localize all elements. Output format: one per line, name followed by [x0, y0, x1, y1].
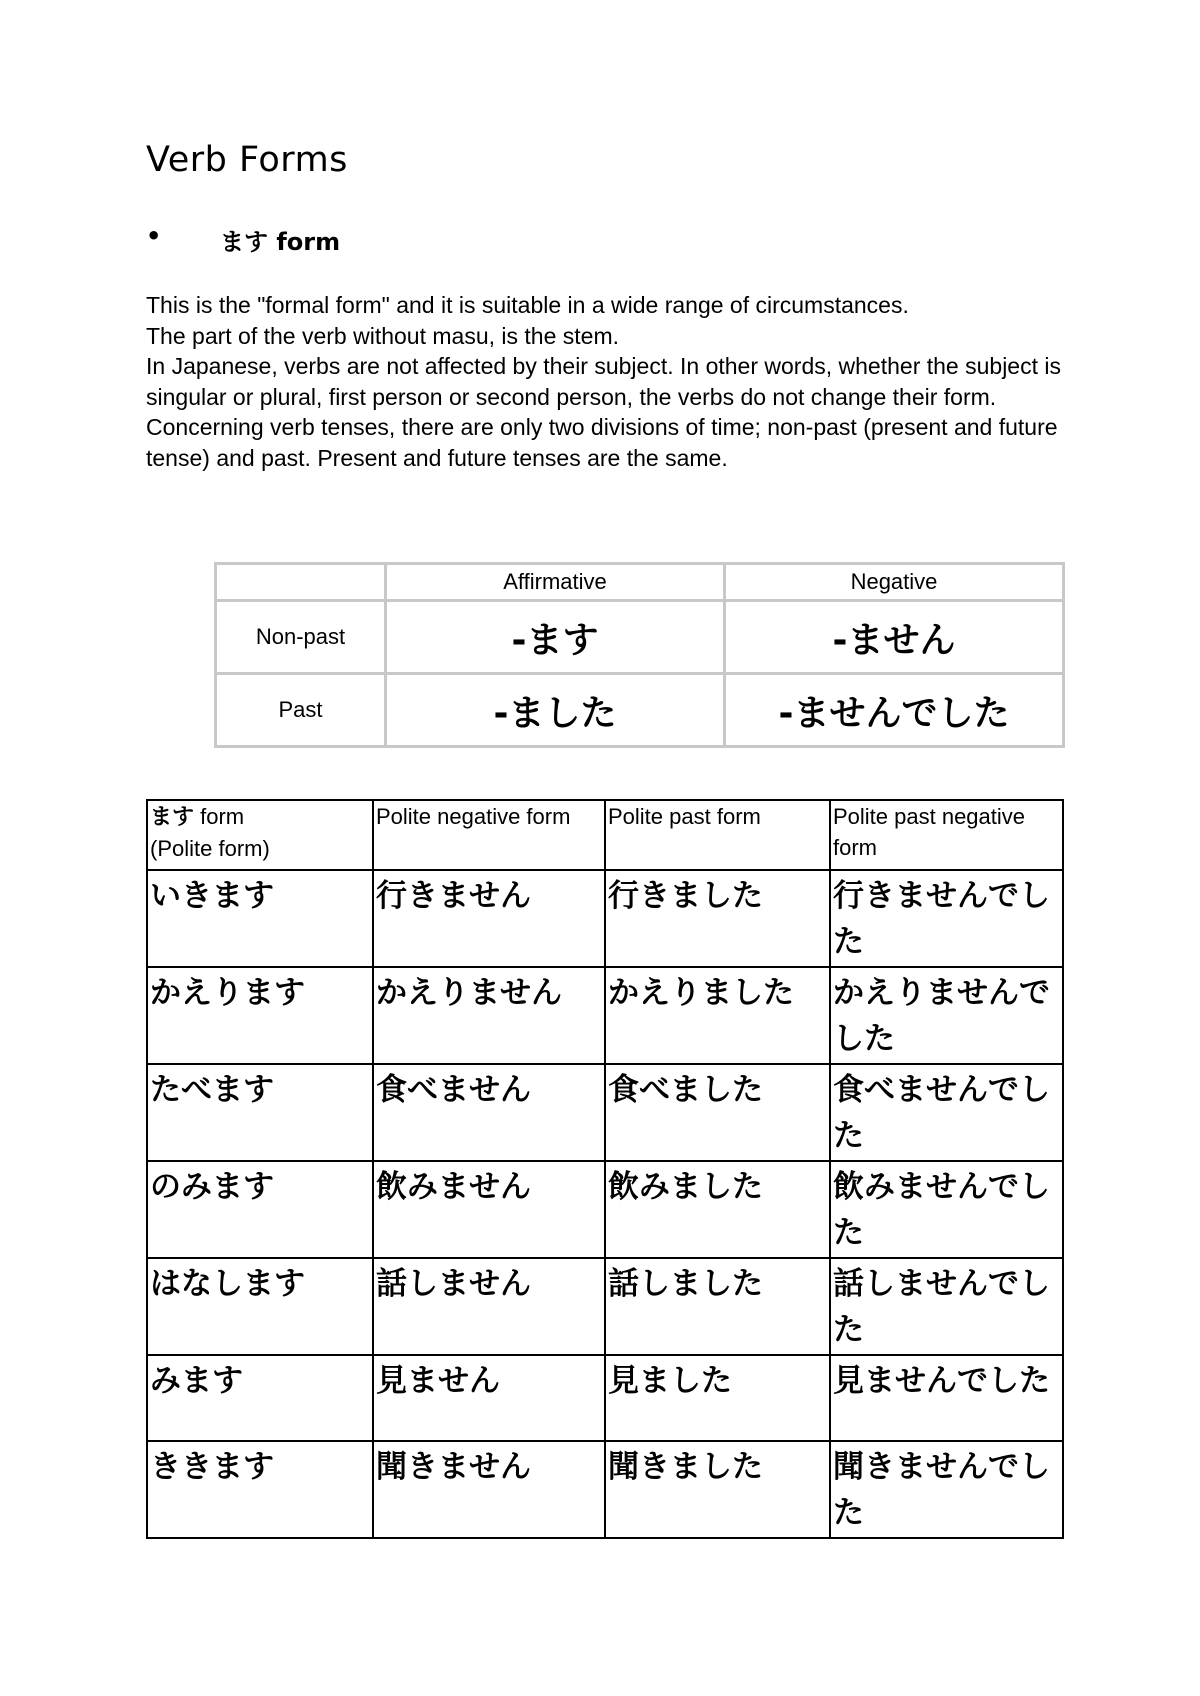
- table-cell: のみます: [147, 1161, 373, 1258]
- table-cell: 食べません: [373, 1064, 605, 1161]
- table-header-cell: Polite past form: [605, 800, 830, 870]
- table-cell: 聞きました: [605, 1441, 830, 1538]
- table-row: [147, 1064, 1063, 1161]
- table-cell: たべます: [147, 1064, 373, 1161]
- table-cell: 飲みませんでした: [830, 1161, 1063, 1258]
- intro-text: [146, 290, 1076, 473]
- table-cell: 聞きません: [373, 1441, 605, 1538]
- table-cell: かえりませんでした: [830, 967, 1063, 1064]
- affirmative-ending: -ました: [386, 674, 725, 747]
- bullet-icon: •: [146, 222, 162, 250]
- table-cell: 話しません: [373, 1258, 605, 1355]
- table-header-cell: Polite past negative form: [830, 800, 1063, 870]
- form-label: form: [194, 804, 245, 829]
- table-row: [216, 674, 1064, 747]
- table-header-row: [216, 564, 1064, 601]
- table-cell: 話しました: [605, 1258, 830, 1355]
- table-cell: みます: [147, 1355, 373, 1441]
- table-cell: 飲みません: [373, 1161, 605, 1258]
- tense-label: Non-past: [216, 601, 386, 674]
- table-cell: 話しませんでした: [830, 1258, 1063, 1355]
- table-header-cell: Affirmative: [386, 564, 725, 601]
- intro-paragraph: In Japanese, verbs are not affected by their subject. In other words, whether the subject is singular or plural, first person or second person, the verbs do not change their form. Concerning verb tenses, there are only two divisions of time; non-past (present and future tense) and past. Present and future tenses are the same.: [146, 353, 1061, 471]
- table-cell: 行きません: [373, 870, 605, 967]
- table-header-cell: [147, 800, 373, 870]
- negative-ending: -ません: [725, 601, 1064, 674]
- table-row: [147, 1161, 1063, 1258]
- table-row: [147, 1355, 1063, 1441]
- table-row: [216, 601, 1064, 674]
- table-cell: かえります: [147, 967, 373, 1064]
- masu-label: ます: [150, 805, 195, 830]
- table-row: [147, 870, 1063, 967]
- table-cell: 聞きませんでした: [830, 1441, 1063, 1538]
- table-row: [147, 1258, 1063, 1355]
- intro-paragraph: This is the "formal form" and it is suitable in a wide range of circumstances.: [146, 292, 909, 318]
- table-cell: 見ました: [605, 1355, 830, 1441]
- table-header-cell: Polite negative form: [373, 800, 605, 870]
- table-cell: 飲みました: [605, 1161, 830, 1258]
- table-cell: 見ません: [373, 1355, 605, 1441]
- table-cell: いきます: [147, 870, 373, 967]
- affirmative-ending: -ます: [386, 601, 725, 674]
- table-cell: 見ませんでした: [830, 1355, 1063, 1441]
- negative-ending: -ませんでした: [725, 674, 1064, 747]
- intro-paragraph: The part of the verb without masu, is the stem.: [146, 322, 619, 349]
- table-cell: ききます: [147, 1441, 373, 1538]
- table-cell: かえりました: [605, 967, 830, 1064]
- table-cell: 食べました: [605, 1064, 830, 1161]
- section-heading-label: ます form: [220, 228, 341, 256]
- verb-table: [146, 799, 1064, 1539]
- tense-label: Past: [216, 674, 386, 747]
- table-cell: 食べませんでした: [830, 1064, 1063, 1161]
- table-header-row: [147, 800, 1063, 870]
- polite-form-label: (Polite form): [150, 836, 270, 861]
- tense-table: [214, 562, 1065, 748]
- table-header-cell: [216, 564, 386, 601]
- table-row: [147, 1441, 1063, 1538]
- table-header-cell: Negative: [725, 564, 1064, 601]
- table-cell: 行きませんでした: [830, 870, 1063, 967]
- table-cell: はなします: [147, 1258, 373, 1355]
- table-cell: 行きました: [605, 870, 830, 967]
- table-row: [147, 967, 1063, 1064]
- table-cell: かえりません: [373, 967, 605, 1064]
- page-title: Verb Forms: [146, 140, 348, 180]
